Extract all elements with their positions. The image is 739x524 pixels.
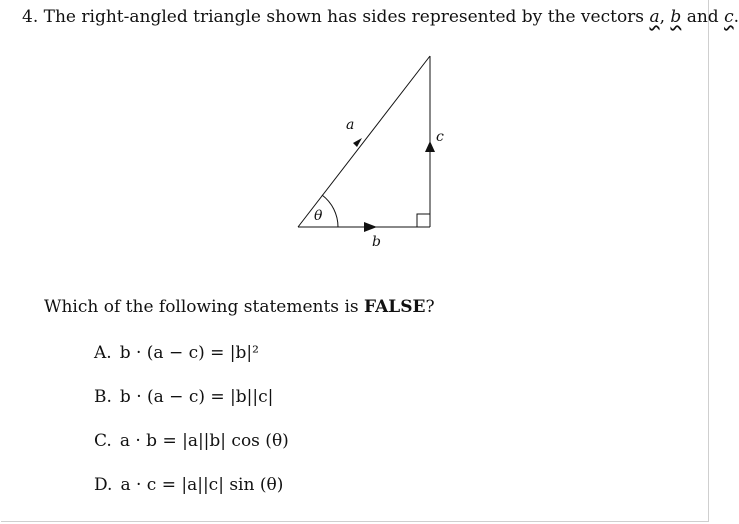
vector-c-arrowhead	[425, 141, 435, 152]
option-expression: a · b = |a||b| cos (θ)	[119, 431, 289, 451]
question-text	[22, 7, 739, 27]
option-letter: A.	[94, 343, 112, 363]
question-body: The right-angled triangle shown has sides represented by the vectors	[43, 7, 645, 27]
vector-c-label: c	[724, 7, 734, 27]
question-number: 4.	[22, 7, 39, 27]
option-letter: D.	[94, 475, 113, 495]
and-word: and	[686, 7, 719, 27]
vector-b-arrowhead	[364, 222, 377, 232]
period: .	[733, 7, 739, 27]
option-expression: b · (a − c) = |b|²	[119, 343, 259, 363]
right-angle-marker	[417, 214, 430, 227]
vector-b-label: b	[670, 7, 682, 27]
prompt-text	[44, 297, 435, 317]
comma: ,	[659, 7, 665, 27]
option-letter: C.	[94, 431, 112, 451]
vector-a-line	[298, 56, 430, 227]
option-b[interactable]	[94, 387, 273, 407]
prompt-body: Which of the following statements is	[44, 297, 359, 317]
option-expression: b · (a − c) = |b||c|	[119, 387, 274, 407]
triangle-svg	[280, 50, 460, 255]
diagram-label-b: b	[372, 234, 381, 250]
option-expression: a · c = |a||c| sin (θ)	[120, 475, 284, 495]
option-d[interactable]	[94, 475, 283, 495]
diagram-label-theta: θ	[314, 208, 323, 224]
diagram-label-c: c	[436, 129, 444, 145]
option-letter: B.	[94, 387, 112, 407]
option-a[interactable]	[94, 343, 259, 363]
vector-a-label: a	[649, 7, 660, 27]
prompt-emphasis: FALSE	[364, 297, 426, 317]
prompt-end: ?	[425, 297, 435, 317]
theta-arc	[322, 195, 338, 227]
diagram-label-a: a	[346, 117, 355, 133]
option-c[interactable]	[94, 431, 289, 451]
triangle-diagram	[280, 50, 460, 259]
